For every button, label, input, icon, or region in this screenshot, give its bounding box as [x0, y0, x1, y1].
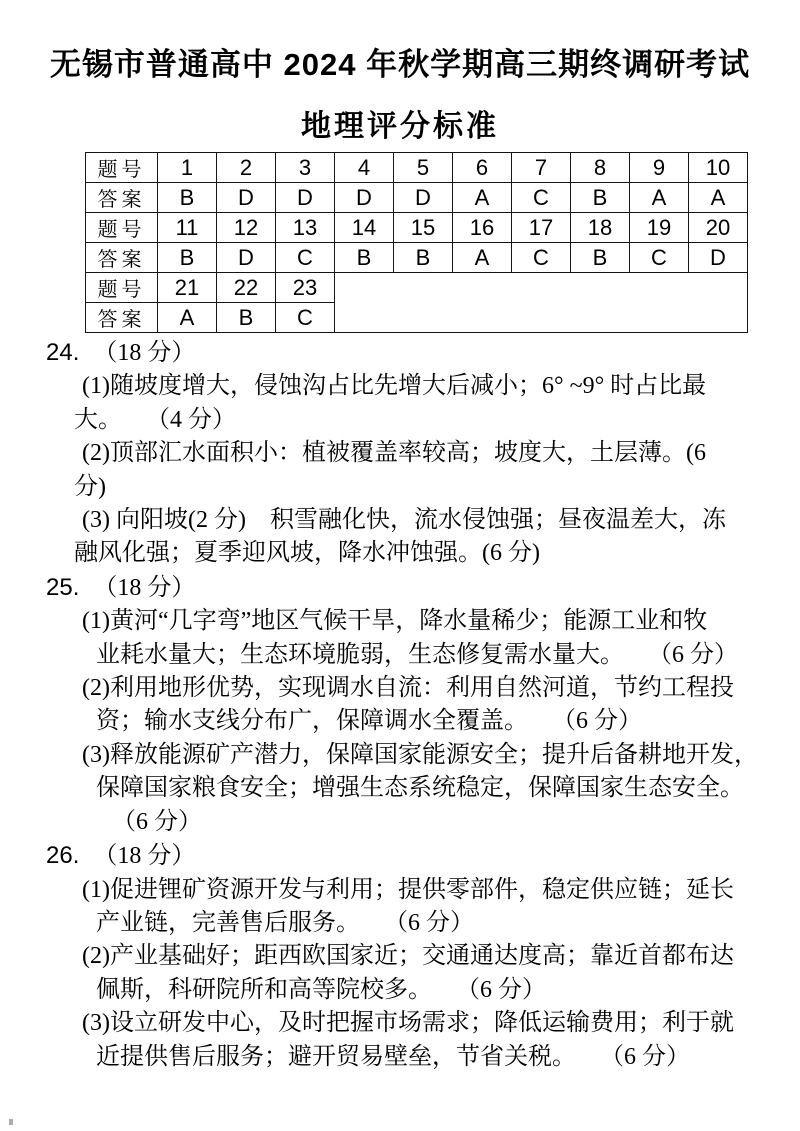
question-number-cell: 14: [335, 213, 394, 243]
answer-line: (3)设立研发中心，及时把握市场需求；降低运输费用；利于就: [82, 1010, 734, 1037]
row-label-answer: 答案: [86, 183, 158, 213]
answer-cell: C: [512, 183, 571, 213]
answer-cell: D: [335, 183, 394, 213]
answer-line: 产业链，完善售后服务。 （6 分）: [96, 909, 474, 936]
question-header: [0, 336, 800, 370]
row-label-question: 题号: [86, 153, 158, 183]
question-number-cell: 2: [217, 153, 276, 183]
answer-cell: B: [394, 243, 453, 273]
answer-cell: A: [453, 183, 512, 213]
question-number-cell: 1: [158, 153, 217, 183]
answer-cell: D: [276, 183, 335, 213]
question-header: [0, 839, 800, 873]
answer-cell: A: [630, 183, 689, 213]
question-total-score: （18 分）: [93, 574, 196, 601]
answer-cell: D: [217, 183, 276, 213]
question-header: [0, 571, 800, 605]
answer-cell: C: [276, 243, 335, 273]
answer-cell: B: [335, 243, 394, 273]
question-number-cell: 8: [571, 153, 630, 183]
question-number-cell: 4: [335, 153, 394, 183]
answer-line: (2)顶部汇水面积小：植被覆盖率较高；坡度大，土层薄。(6: [82, 440, 706, 467]
answer-key-table: [85, 152, 748, 333]
question-total-score: （18 分）: [93, 340, 196, 366]
answer-line: (1)黄河“几字弯”地区气候干旱，降水量稀少；能源工业和牧: [82, 608, 708, 635]
answer-cell: A: [453, 243, 512, 273]
question-number: 26.: [46, 842, 80, 870]
question-number-cell: 20: [689, 213, 748, 243]
question-number-cell: 10: [689, 153, 748, 183]
answer-cell: A: [689, 183, 748, 213]
question-number: 25.: [46, 573, 80, 601]
answer-line: (2)产业基础好；距西欧国家近；交通通达度高；靠近首都布达: [82, 943, 734, 970]
row-label-answer: 答案: [86, 303, 158, 333]
answer-cell: B: [217, 303, 276, 333]
question-number-cell: 7: [512, 153, 571, 183]
answer-cell: B: [571, 243, 630, 273]
question-number-cell: 17: [512, 213, 571, 243]
row-label-answer: 答案: [86, 243, 158, 273]
answer-cell: B: [158, 243, 217, 273]
answer-cell: C: [630, 243, 689, 273]
answer-line: 保障国家粮食安全；增强生态系统稳定，保障国家生态安全。: [96, 775, 744, 802]
question-number-cell: 19: [630, 213, 689, 243]
answer-cell: C: [512, 243, 571, 273]
answer-cell: A: [158, 303, 217, 333]
answer-line: (3) 向阳坡(2 分) 积雪融化快，流水侵蚀强；昼夜温差大，冻: [82, 507, 726, 534]
answer-line: 大。 （4 分）: [74, 406, 236, 433]
question-number-cell: 18: [571, 213, 630, 243]
answer-line: 资；输水支线分布广，保障调水全覆盖。 （6 分）: [96, 708, 642, 735]
row-label-question: 题号: [86, 213, 158, 243]
question-number-cell: 9: [630, 153, 689, 183]
answer-cell: D: [689, 243, 748, 273]
question-number-row: [86, 153, 748, 183]
answer-line: (3)释放能源矿产潜力，保障国家能源安全；提升后备耕地开发，: [82, 741, 758, 768]
empty-table-region: [335, 273, 748, 333]
answer-line: 融风化强；夏季迎风坡，降水冲蚀强。(6 分): [74, 540, 540, 567]
scan-artifact: [9, 1119, 13, 1125]
question-number-cell: 12: [217, 213, 276, 243]
question-number-cell: 13: [276, 213, 335, 243]
answer-row: [86, 243, 748, 273]
score-standard-title: 地理评分标准: [301, 110, 499, 143]
question-number-cell: 3: [276, 153, 335, 183]
answer-line: 分): [74, 473, 106, 500]
question-number-cell: 11: [158, 213, 217, 243]
answer-line: （6 分）: [112, 808, 202, 835]
answer-cell: C: [276, 303, 335, 333]
answer-line: 业耗水量大；生态环境脆弱，生态修复需水量大。 （6 分）: [96, 641, 738, 668]
answer-cell: D: [394, 183, 453, 213]
question-number: 24.: [46, 339, 80, 366]
question-section-24: [0, 336, 800, 571]
question-number-cell: 6: [453, 153, 512, 183]
answer-row: [86, 183, 748, 213]
answer-cell: D: [217, 243, 276, 273]
question-number-row: [86, 213, 748, 243]
question-number-cell: 23: [276, 273, 335, 303]
answer-line: (2)利用地形优势，实现调水自流：利用自然河道，节约工程投: [82, 675, 734, 702]
answer-line: (1)促进锂矿资源开发与利用；提供零部件，稳定供应链；延长: [82, 876, 734, 903]
question-number-cell: 21: [158, 273, 217, 303]
question-total-score: （18 分）: [93, 843, 196, 870]
scoring-answers: [0, 336, 800, 1074]
question-number-cell: 15: [394, 213, 453, 243]
question-section-25: [0, 571, 800, 839]
question-section-26: [0, 839, 800, 1074]
question-number-cell: 5: [394, 153, 453, 183]
answer-line: 佩斯，科研院所和高等院校多。 （6 分）: [96, 976, 546, 1003]
answer-line: 近提供售后服务；避开贸易壁垒，节省关税。 （6 分）: [96, 1043, 690, 1070]
answer-line: (1)随坡度增大，侵蚀沟占比先增大后减小；6° ~9° 时占比最: [82, 373, 707, 400]
question-number-cell: 16: [453, 213, 512, 243]
answer-cell: B: [571, 183, 630, 213]
question-number-cell: 22: [217, 273, 276, 303]
answer-cell: B: [158, 183, 217, 213]
question-number-row: [86, 273, 748, 303]
row-label-question: 题号: [86, 273, 158, 303]
exam-title: 无锡市普通高中 2024 年秋学期高三期终调研考试: [49, 47, 751, 82]
